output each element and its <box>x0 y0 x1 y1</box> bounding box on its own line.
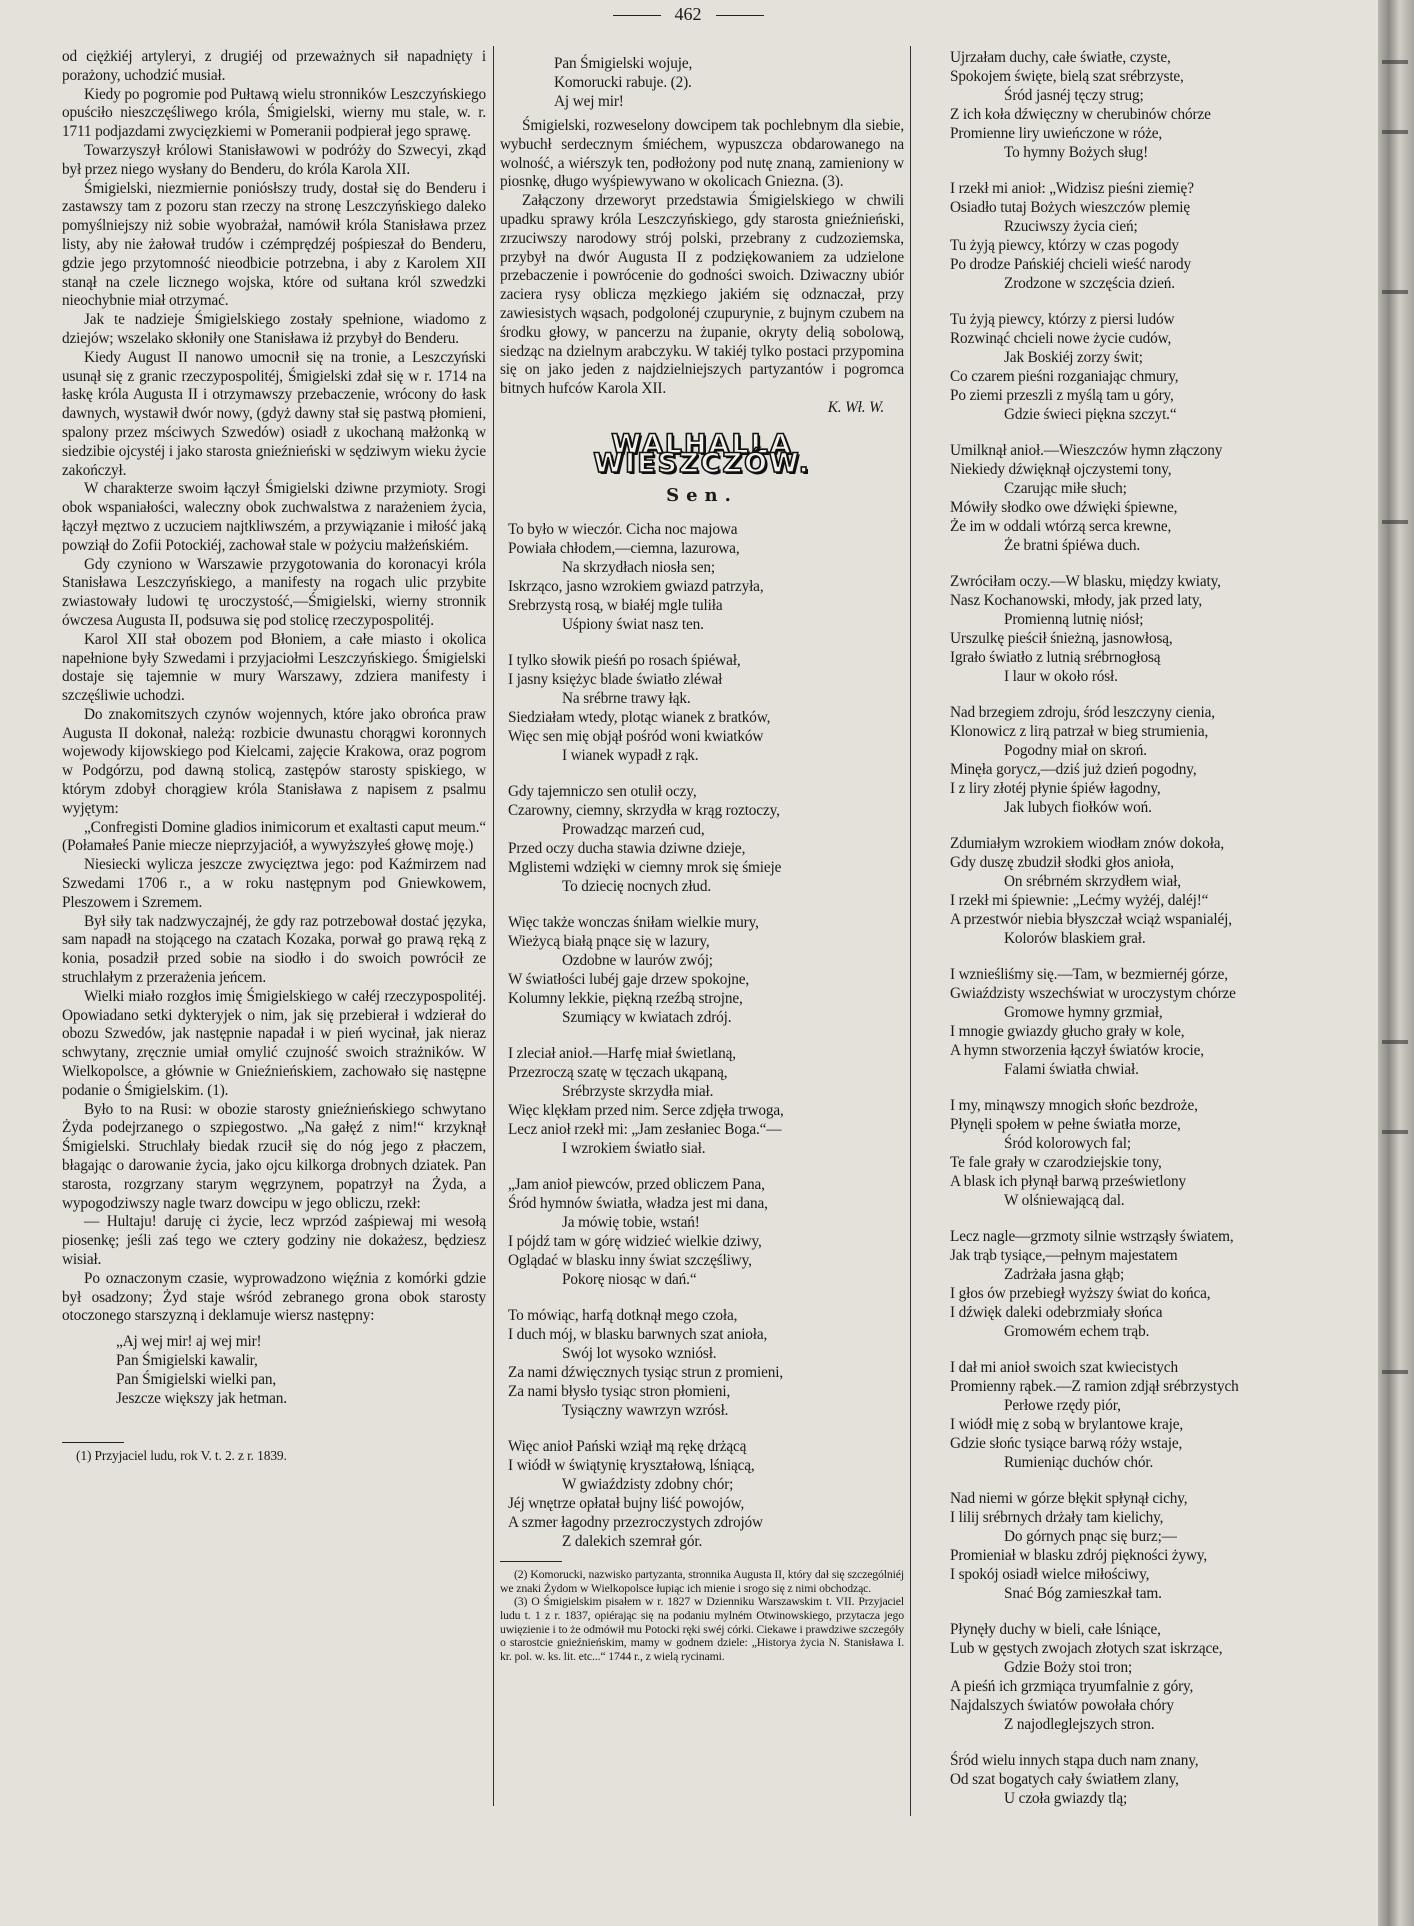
stanza <box>950 441 1362 555</box>
verse-line: Igrało światło z lutnią srébrnogłosą <box>950 649 1161 666</box>
verse-line: Tu żyją piewcy, którzy w czas pogody <box>950 237 1179 254</box>
stanza <box>950 179 1362 293</box>
verse-line: „Aj wej mir! aj wej mir! <box>116 1333 262 1351</box>
verse-line: I rzekł mi śpiewnie: „Lećmy wyżéj, daléj!“ <box>950 892 1209 909</box>
verse-line: I duch mój, w blasku barwnych szat anioła, <box>508 1326 768 1344</box>
verse-line: Gromowe hymny grzmiał, <box>1004 1004 1163 1021</box>
stanza <box>950 1358 1362 1472</box>
footnote: (2) Komorucki, nazwisko partyzanta, stronnika Augusta II, który dał się szczególniéj we znaki Żydom w Wielkopolsce łupiąc ich mienie i srogo się z nimi obchodząc. <box>500 1567 904 1595</box>
footnote-rule <box>500 1561 562 1562</box>
verse-line: I dał mi anioł swoich szat kwiecistych <box>950 1359 1178 1376</box>
article-continuation <box>500 54 904 399</box>
verse-line: Oglądać w blasku inny świat szczęśliwy, <box>508 1252 752 1270</box>
verse-line: Zadrżała jasna głąb; <box>1004 1266 1125 1283</box>
column-divider <box>910 46 911 1816</box>
verse-line: Ujrzałam duchy, całe światłe, czyste, <box>950 49 1171 66</box>
verse-line: Klonowicz z lirą patrzał w bieg strumienia, <box>950 723 1209 740</box>
verse-line: Z najodleglejszych stron. <box>1004 1716 1155 1733</box>
verse-line: Lecz anioł rzekł mi: „Jam zesłaniec Boga.“— <box>508 1121 782 1139</box>
verse-line: Śród kolorowych fal; <box>1004 1135 1132 1152</box>
verse-line: Iskrząco, jasno wzrokiem gwiazd patrzyła, <box>508 578 764 596</box>
verse-line: Na skrzydłach niosła sen; <box>562 559 715 577</box>
verse-line: Promienny rąbek.—Z ramion zdjął srébrzystych <box>950 1378 1239 1395</box>
verse-line: Po drodze Pańskiéj chcieli wieść narody <box>950 256 1191 273</box>
paragraph: Jak te nadzieje Śmigielskiego zostały spełnione, wiadomo z dziejów; wszelako skłoniły one Stanisława iż przybył do Benderu. <box>62 311 486 347</box>
stanza <box>950 572 1362 686</box>
stanza <box>508 1175 904 1289</box>
verse-line: Że im w oddali wtórzą serca krewne, <box>950 518 1172 535</box>
verse-line: Jéj wnętrze opłatał bujny liść powojów, <box>508 1495 745 1513</box>
verse-line: Przed oczy ducha stawia dziwne dzieje, <box>508 840 746 858</box>
stanza <box>508 520 904 634</box>
verse-line: Gdzie świeci piękna szczyt.“ <box>1004 406 1177 423</box>
verse-line: W gwiaździsty zdobny chór; <box>562 1476 734 1494</box>
verse-line: Za nami dźwięcznych tysiąc strun z promieni, <box>508 1364 784 1382</box>
stanza <box>508 651 904 765</box>
footnotes <box>500 1568 904 1663</box>
verse-line: Zwróciłam oczy.—W blasku, między kwiaty, <box>950 573 1221 590</box>
verse-line: Mglistemi wdzięki w ciemny mrok się śmieje <box>508 859 782 877</box>
paragraph: Karol XII stał obozem pod Błoniem, a całe miasto i okolica napełnione były Szwedami i przyjaciołmi Leszczyńskiego. Śmigielski dostaje się tajemnie w mury Warszawy, zdziera manifesty i szczęśliwie uchodzi. <box>62 630 486 705</box>
verse-line: Wieżycą białą pnące się w lazury, <box>508 933 710 951</box>
verse-line: „Jam anioł piewców, przed obliczem Pana, <box>508 1176 765 1194</box>
verse-line: I wiódł mię z sobą w brylantowe kraje, <box>950 1416 1184 1433</box>
verse-line: Po ziemi przeszli z myślą tam u góry, <box>950 387 1174 404</box>
verse-line: Mówiły słodko owe dźwięki śpiewne, <box>950 499 1178 516</box>
verse-line: W olśniewającą dal. <box>1004 1192 1125 1209</box>
verse-line: Nasz Kochanowski, młody, jak przed laty, <box>950 592 1202 609</box>
verse-line: Lecz nagle—grzmoty silnie wstrząsły światem, <box>950 1228 1234 1245</box>
verse-line: Snać Bóg zamieszkał tam. <box>1004 1585 1162 1602</box>
verse-line: Gwiaździsty wszechświat w uroczystym chórze <box>950 985 1236 1002</box>
verse-line: Spokojem święte, bielą szat srébrzyste, <box>950 68 1184 85</box>
verse-line: On srébrném skrzydłem wiał, <box>1004 873 1181 890</box>
paragraph: Po oznaczonym czasie, wyprowadzono więźnia z komórki gdzie był osadzony; Żyd staje wśród zebranego grona obok starosty otoczonego starszyzną i deklamuje wiersz następny: <box>62 1269 486 1325</box>
verse-line: I wiódł w świątynię kryształową, lśniącą, <box>508 1457 755 1475</box>
poem-title: WALHALLA WIESZCZÓW. <box>593 428 811 479</box>
page-number: 462 <box>674 4 702 24</box>
adjacent-page-edge <box>1378 0 1414 1926</box>
verse-line: Srébrzyste skrzydła miał. <box>562 1083 714 1101</box>
stanza <box>950 1751 1362 1808</box>
verse-line: A blask ich płynął barwą prześwietlony <box>950 1173 1187 1190</box>
paragraph: Był siły tak nadzwyczajnéj, że gdy raz potrzebował dostać języka, sam napadł na stojącego na czatach Kozaka, porwał go prawą ręką z konia, posadził przed sobie na siodło i do swoich powrócił ze struchlałym z przerażenia jeńcem. <box>62 912 486 987</box>
verse-line: Śród hymnów światła, władza jest mi dana, <box>508 1195 768 1213</box>
verse-line: To dziecię nocnych złud. <box>562 878 712 896</box>
verse-line: Rumieniąc duchów chór. <box>1004 1454 1154 1471</box>
verse-line: Płynęły duchy w bieli, całe lśniące, <box>950 1621 1161 1638</box>
verse-line: Więc klękłam przed nim. Serce zdjęła trwoga, <box>508 1102 784 1120</box>
paragraph: Niesiecki wylicza jeszcze zwycięztwa jego: pod Kaźmirzem nad Szwedami 1706 r., a w roku następnym pod Gniewkowem, Pleszowem i Szremem. <box>62 856 486 911</box>
stanza <box>950 48 1362 162</box>
verse-line: Śród jasnéj tęczy strug; <box>1004 87 1144 104</box>
verse-line: Czarując miłe słuch; <box>1004 480 1127 497</box>
stanza <box>950 1620 1362 1734</box>
paragraph: W charakterze swoim łączył Śmigielski dziwne przymioty. Srogi obok wspaniałości, waleczny obok zuchwalstwa z narażeniem życia, łączył męztwo z uczuciem najtkliwszém, a przywiązanie i miłość jaką powziął do Zofii Potockiéj, zachował stale w pożyciu małżeńskiém. <box>62 480 486 554</box>
verse-line: Pan Śmigielski wielki pan, <box>116 1371 277 1389</box>
verse-line: Zrodzone w szczęścia dzień. <box>1004 275 1175 292</box>
verse-line: W światłości lubéj gaje drzew spokojne, <box>508 971 750 989</box>
verse-line: I jasny księżyc blade światło zléwał <box>508 671 723 689</box>
stanza <box>508 1306 904 1420</box>
verse-line: I zleciał anioł.—Harfę miał świetlaną, <box>508 1045 736 1063</box>
verse-line: Płynęli społem w pełne światła morze, <box>950 1116 1181 1133</box>
verse-line: Rozwinąć chcieli nowe życie cudów, <box>950 330 1172 347</box>
verse-line: To hymny Bożych sług! <box>1004 144 1149 161</box>
poem <box>500 520 904 1551</box>
stanza <box>950 1227 1362 1341</box>
verse-line: Te fale grały w czarodziejskie tony, <box>950 1154 1162 1171</box>
paragraph: od ciężkiéj artyleryi, z drugiéj od przeważnych sił napadnięty i porażony, uchodzić musiał. <box>62 48 486 84</box>
column-right-poem <box>916 48 1362 1825</box>
verse-line: Gromowém echem trąb. <box>1004 1323 1150 1340</box>
page-header <box>0 4 1376 25</box>
verse-line: I wzrokiem światło siał. <box>562 1140 706 1158</box>
verse-line: Umilknął anioł.—Wieszczów hymn złączony <box>950 442 1223 459</box>
verse-line: Uśpiony świat nasz ten. <box>562 616 704 634</box>
verse-line: Tu żyją piewcy, którzy z piersi ludów <box>950 311 1175 328</box>
verse-line: To mówiąc, harfą dotknął mego czoła, <box>508 1307 738 1325</box>
verse-line: Szumiący w kwiatach zdrój. <box>562 1009 732 1027</box>
verse-line: Gdy tajemniczo sen otulił oczy, <box>508 783 697 801</box>
verse-line: Przezroczą szatę w tęczach ukąpaną, <box>508 1064 728 1082</box>
verse-line: Śród wielu innych stąpa duch nam znany, <box>950 1752 1199 1769</box>
verse-line: Lub w gęstych zwojach złotych szat iskrzące, <box>950 1640 1223 1657</box>
verse-line: I rzekł mi anioł: „Widzisz pieśni ziemię? <box>950 180 1194 197</box>
paragraph: Kiedy po pogromie pod Pułtawą wielu stronników Leszczyńskiego opuściło nieszczęśliwego króla, Śmigielski, wierny mu stale, w. r. 1711 podjazdami zwycięzkiemi w Pomeranii podpierał jego sprawę. <box>62 85 486 141</box>
verse-line: Z dalekich szemrał gór. <box>562 1533 703 1551</box>
verse-line: Ja mówię tobie, wstań! <box>562 1214 700 1232</box>
verse-line: A przestwór niebia błyszczał wciąż wspanialéj, <box>950 911 1232 928</box>
verse-line: Jeszcze większy jak hetman. <box>116 1390 287 1408</box>
verse-line: Więc anioł Pański wziął mą rękę drżącą <box>508 1438 747 1456</box>
verse-line: Tysiączny wawrzyn wzrósł. <box>562 1402 729 1420</box>
column-divider <box>493 46 494 1806</box>
verse-line: Kolumny lekkie, piękną rzeźbą strojne, <box>508 990 743 1008</box>
verse-line: I z liry złotéj płynie śpiéw łagodny, <box>950 780 1161 797</box>
paragraph: Załączony drzeworyt przedstawia Śmigielskiego w chwili upadku sprawy króla Leszczyńskiego, gdy starosta gnieźnieński, zrzuciwszy narodowy strój polski, przebrany z cudzoziemska, przybył na dwór Augusta II z podziękowaniem za udzielone przebaczenie i powrócenie do godności swoich. Dziwaczny ubiór zaciera rysy oblicza męzkiego jakiém się odznaczał, przy zawiesistych wąsach, podgolonéj czupurynie, z bujnym czubem na środku głowy, w pancerzu na żupanie, okryty delią sobolową, siedząc na dzielnym arabczyku. W takiéj tylko postaci przypomina się on jako jeden z najdzielniejszych partyzantów i pogromca bitnych hufców Karola XII. <box>500 192 904 398</box>
verse-line: Powiała chłodem,—ciemna, lazurowa, <box>508 540 740 558</box>
verse-line: Siedziałam wtedy, plotąc wianek z bratków, <box>508 709 771 727</box>
verse-line: Pokorę niosąc w dań.“ <box>562 1271 697 1289</box>
verse-line: Jak trąb tysiące,—pełnym majestatem <box>950 1247 1178 1264</box>
verse-line: U czoła gwiazdy tlą; <box>1004 1790 1128 1807</box>
footnote: (1) Przyjaciel ludu, rok V. t. 2. z r. 1839. <box>76 1448 287 1464</box>
verse-line: I głos ów przebiegł wyższy świat do końca, <box>950 1285 1211 1302</box>
stanza <box>508 1437 904 1551</box>
author-signature: K. Wł. W. <box>827 398 884 416</box>
footnote: (3) O Śmigielskim pisałem w r. 1827 w Dzienniku Warszawskim t. VII. Przyjaciel ludu t. 1 z r. 1837, opiérając się na podaniu mylném Otwinowskiego, przytacza jego uwięzienie i to że odmówił mu Potocki ręki swéj córki. Ciekawe i prawdziwe szczegóły o starostcie gnieźnieńskim, mamy w godnem dziele: „Historya życia N. Stanisława I. kr. pol. w. ks. lit. etc...“ 1744 r., z wielą rycinami. <box>500 1594 904 1663</box>
verse-line: Promienną lutnię niósł; <box>1004 611 1144 628</box>
paragraph: Śmigielski, rozweselony dowcipem tak pochlebnym dla siebie, wybuchł serdecznym śmiéchem, wypuszcza obdarowanego na wolność, a wiérszyk ten, podłożony pod nutę znaną, zamieniony w piosnkę, długo wyśpiewywano w okolicach Gniezna. (3). <box>500 117 904 191</box>
verse-line: A szmer łagodny przezroczystych zdrojów <box>508 1514 763 1532</box>
stanza <box>950 834 1362 948</box>
verse-line: A hymn stworzenia łączył światów krocie, <box>950 1042 1204 1059</box>
stanza <box>950 1096 1362 1210</box>
verse-line: Nad brzegiem zdroju, śród leszczyny cienia, <box>950 704 1215 721</box>
paragraph: Towarzyszył królowi Stanisławowi w podróży do Szwecyi, zkąd był przez niego wysłany do Benderu, do króla Karola XII. <box>62 141 486 178</box>
verse-line: Minęła gorycz,—dziś już dzień pogodny, <box>950 761 1197 778</box>
paragraph: Gdy czyniono w Warszawie przygotowania do koronacyi króla Stanisława Leszczyńskiego, a manifesty na rogach ulic przybite zwiastowały ludowi tę uroczystość,—Śmigielski, wierny stronnik ówczesa Augusta II, podsuwa się pod stolicę rzeczypospolitéj. <box>62 555 486 629</box>
verse-line: Ozdobne w laurów zwój; <box>562 952 713 970</box>
paragraph: Wielki miało rozgłos imię Śmigielskiego w całéj rzeczypospolitéj. Opowiadano setki dykteryjek o nim, jak się przebierał i wdzierał do obozu Szwedów, jak następnie napadał i w pień wycinał, jak nieraz schwytany, zręcznie umiał omylić czujność swoich strażników. W Wielkopolsce, a głównie w Gnieźnieńskiem, zachowało się następne podanie o Śmigielskim. (1). <box>62 987 486 1099</box>
verse-line: I mnogie gwiazdy głucho grały w kole, <box>950 1023 1185 1040</box>
stanza <box>508 913 904 1027</box>
verse-line: Gdy duszę zbudził słodki głos anioła, <box>950 854 1174 871</box>
stanza <box>508 1044 904 1158</box>
verse-line: Jak lubych fiołków woń. <box>1004 799 1152 816</box>
stanza <box>508 782 904 896</box>
column-middle <box>500 48 904 1663</box>
verse-line: Od szat bogatych cały światłem zlany, <box>950 1771 1179 1788</box>
column-left-article <box>62 48 486 1463</box>
verse-line: Prowadząc marzeń cud, <box>562 821 705 839</box>
verse-line: I spokój osiadł wielce miłościwy, <box>950 1566 1150 1583</box>
verse-line: Więc sen mię objął pośród woni kwiatków <box>508 728 764 746</box>
paragraph: Śmigielski, niezmiernie poniósłszy trudy, dostał się do Benderu i zastawszy tam z pozoru stan rzeczy na stronę Leszczyńskiego daleko pomyślniejszy niż sobie wyobrażał, namówił króla Stanisława przez listy, aby nie żałował trudów i czémprędzéj pośpieszał do Benderu, gdzie jego przytomność nieodbicie potrzebna, i aby z Karolem XII stanął na czele licznego wojska, które od sułtana król szwedzki nieochybnie miał otrzymać. <box>62 179 486 310</box>
verse-line: I laur w około rósł. <box>1004 668 1118 685</box>
verse-line: I my, minąwszy mnogich słońc bezdroże, <box>950 1097 1198 1114</box>
verse-line: Rzuciwszy życia cień; <box>1004 218 1138 235</box>
verse-line: Promienne liry uwieńczone w róże, <box>950 125 1163 142</box>
verse-block <box>62 1332 486 1408</box>
verse-line: I wznieśliśmy się.—Tam, w bezmiernéj górze, <box>950 966 1228 983</box>
verse-line: Najdalszych światów powołała chóry <box>950 1697 1174 1714</box>
verse-line: Nad niemi w górze błękit spłynął cichy, <box>950 1490 1188 1507</box>
verse-line: Jak Boskiéj zorzy świt; <box>1004 349 1143 366</box>
verse-line: Srebrzystą rosą, w białéj mgle tuliła <box>508 597 723 615</box>
poem-subtitle: Sen. <box>666 485 738 507</box>
verse-line: Czarowny, ciemny, skrzydła w krąg roztoczy, <box>508 802 780 820</box>
stanza <box>950 1489 1362 1603</box>
verse-line: I tylko słowik pieśń po rosach śpiéwał, <box>508 652 741 670</box>
verse-line: I pójdź tam w górę widzieć wielkie dziwy, <box>508 1233 762 1251</box>
verse-line: Swój lot wysoko wzniósł. <box>562 1345 717 1363</box>
verse-line: To było w wieczór. Cicha noc majowa <box>508 521 738 539</box>
verse-line: Do górnych pnąc się burz;— <box>1004 1528 1177 1545</box>
verse-line: Co czarem pieśni rozganiając chmury, <box>950 368 1179 385</box>
verse-line: Pan Śmigielski wojuje, <box>554 55 693 72</box>
verse-line: Więc także wonczas śniłam wielkie mury, <box>508 914 759 932</box>
verse-line: Perłowe rzędy piór, <box>1004 1397 1121 1414</box>
verse-line: Promieniał w blasku zdrój piękności żywy, <box>950 1547 1208 1564</box>
verse-line: Gdzie Boży stoi tron; <box>1004 1659 1133 1676</box>
verse-line: Falami światła chwiał. <box>1004 1061 1139 1078</box>
verse-line: Pan Śmigielski kawalir, <box>116 1352 258 1370</box>
paragraph: Było to na Rusi: w obozie starosty gnieźnieńskiego schwytano Żyda podejrzanego o szpiegostwo. „Na gałęź z nim!“ krzyknął Śmigielski. Struchlały biedak rzucił się do nóg jego z płaczem, błagając o darowanie życia, jako ojcu kilkorga drobnych dziatek. Pan starosta, rozgrzany starym węgrzynem, popatrzył na Żyda, a wypogodziwszy nagle twarz dowcipu w jego obliczu, rzekł: <box>62 1100 486 1212</box>
verse-block <box>500 54 904 111</box>
verse-line: Urszulkę pieścił śnieżną, jasnowłosą, <box>950 630 1173 647</box>
verse-line: Zdumiałym wzrokiem wiodłam znów dokoła, <box>950 835 1225 852</box>
verse-line: I wianek wypadł z rąk. <box>562 747 699 765</box>
verse-line: Że bratni śpiéwa duch. <box>1004 537 1141 554</box>
verse-line: I dźwięk daleki odebrzmiały słońca <box>950 1304 1163 1321</box>
verse-line: Pogodny miał on skroń. <box>1004 742 1147 759</box>
stanza <box>950 703 1362 817</box>
header-rule-left <box>613 15 661 16</box>
stanza <box>950 310 1362 424</box>
verse-line: Osiadło tutaj Bożych wieszczów plemię <box>950 199 1190 216</box>
paragraph: Kiedy August II nanowo umocnił się na tronie, a Leszczyński usunął się z granic rzeczypospolitéj, Śmigielski zdał się w r. 1714 na łaskę króla Augusta II i otrzymawszy przebaczenie, wrócony do łask dawnych, wystawił dwór nowy, (gdyż dawny stał się pastwą płomieni, spalony przez mściwych Szwedów) osiadł z ukochaną małżonką w siedzibie ojcystéj i jako starosta gnieźnieński w sędziwym wieku życie zakończył. <box>62 348 486 479</box>
paragraph: „Confregisti Domine gladios inimicorum et exaltasti caput meum.“ (Połamałeś Panie miecze nieprzyjaciół, a wywyższyłeś głowę moję.) <box>62 818 486 855</box>
verse-line: Na srébrne trawy łąk. <box>562 690 691 708</box>
verse-line: Komorucki rabuje. (2). <box>554 74 692 91</box>
stanza <box>950 965 1362 1079</box>
verse-line: Z ich koła dźwięczny w cherubinów chórze <box>950 106 1211 123</box>
paragraph: — Hultaju! daruję ci życie, lecz wprzód zaśpiewaj mi wesołą piosenkę; jeśli zaś tego we cztery godziny nie dokażesz, będziesz wisiał. <box>62 1213 486 1268</box>
verse-line: A pieśń ich grzmiąca tryumfalnie z góry, <box>950 1678 1194 1695</box>
verse-line: Za nami błysło tysiąc stron płomieni, <box>508 1383 731 1401</box>
verse-line: Kolorów blaskiem grał. <box>1004 930 1146 947</box>
verse-line: I lilij srébrnych drżały tam kielichy, <box>950 1509 1164 1526</box>
verse-line: Gdzie słońc tysiące barwą róży wstaje, <box>950 1435 1183 1452</box>
paragraph: Do znakomitszych czynów wojennych, które jako obrońca praw Augusta II dokonał, należą: rozbicie dwunastu chorągwi koronnych wojewody kijowskiego pod Kielcami, zajęcie Krakowa, oraz pogrom w Podgórzu, pod dawną stolicą, zastępów starosty spiskiego, w którym zdobył chorągiew króla Stanisława z napisem z psalmu wyjętym: <box>62 705 486 817</box>
verse-line: Niekiedy dźwięknął ojczystemi tony, <box>950 461 1172 478</box>
header-rule-right <box>716 15 764 16</box>
verse-line: Aj wej mir! <box>554 93 624 110</box>
footnote-rule <box>62 1442 124 1443</box>
